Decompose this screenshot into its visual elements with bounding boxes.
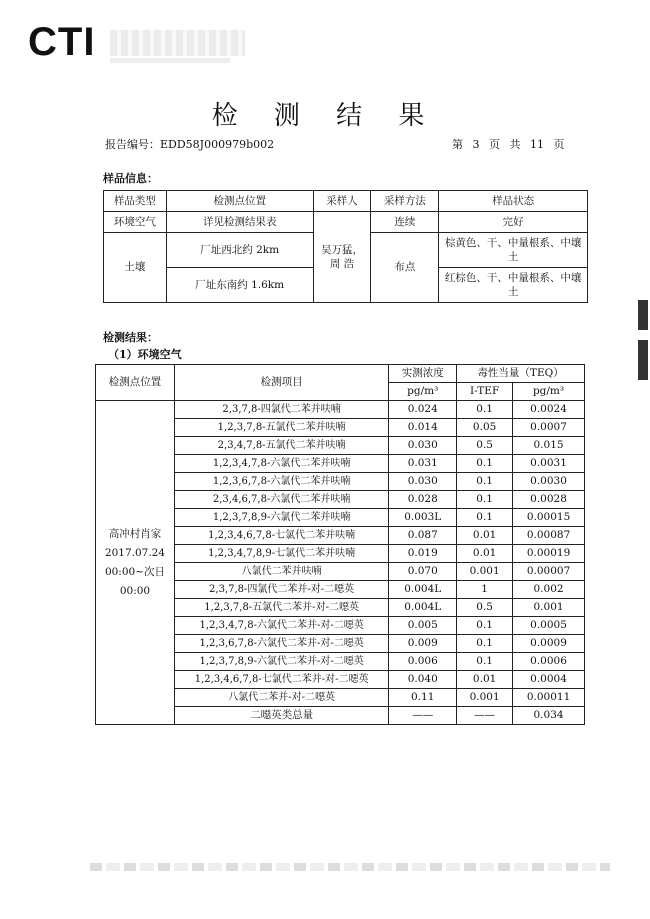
itef-cell: 0.1 — [457, 491, 513, 509]
item-cell: 1,2,3,4,6,7,8-七氯代二苯并-对-二噁英 — [174, 671, 388, 689]
itef-cell: 0.1 — [457, 617, 513, 635]
cell: 连续 — [371, 212, 439, 233]
report-number: 报告编号：EDD58J000979b002 — [105, 138, 275, 151]
header-cell: I-TEF — [457, 383, 513, 401]
itef-cell: 0.5 — [457, 437, 513, 455]
conc-cell: 0.030 — [389, 437, 457, 455]
item-cell: 1,2,3,7,8-五氯代二苯并呋喃 — [174, 419, 388, 437]
location-line: 00:00~次日 — [104, 565, 165, 578]
total-teq-cell: 0.034 — [513, 707, 585, 725]
header-cell: 采样方法 — [371, 191, 439, 212]
itef-cell: 0.001 — [457, 689, 513, 707]
teq-cell: 0.00087 — [513, 527, 585, 545]
item-cell: 八氯代二苯并-对-二噁英 — [174, 689, 388, 707]
table-header-row — [104, 191, 588, 212]
cell: 详见检测结果表 — [166, 212, 313, 233]
itef-cell: 0.1 — [457, 473, 513, 491]
location-line: 高冲村肖家 — [108, 527, 162, 540]
conc-cell: 0.005 — [389, 617, 457, 635]
item-cell: 1,2,3,4,6,7,8-七氯代二苯并呋喃 — [174, 527, 388, 545]
itef-cell: 0.01 — [457, 527, 513, 545]
item-cell: 1,2,3,4,7,8-六氯代二苯并-对-二噁英 — [174, 617, 388, 635]
page-info: 第 3 页 共 11 页 — [452, 138, 565, 151]
itef-cell: 0.1 — [457, 653, 513, 671]
teq-cell: 0.0030 — [513, 473, 585, 491]
conc-cell: 0.040 — [389, 671, 457, 689]
itef-cell: 0.5 — [457, 599, 513, 617]
scan-edge-mark — [638, 300, 648, 330]
scan-edge-mark — [638, 340, 648, 380]
teq-cell: 0.00011 — [513, 689, 585, 707]
header-cell: 样品状态 — [439, 191, 588, 212]
conc-cell: 0.009 — [389, 635, 457, 653]
conc-cell: 0.070 — [389, 563, 457, 581]
teq-cell: 0.0024 — [513, 401, 585, 419]
itef-cell: 0.01 — [457, 545, 513, 563]
teq-cell: 0.0031 — [513, 455, 585, 473]
item-cell: 1,2,3,7,8-五氯代二苯并-对-二噁英 — [174, 599, 388, 617]
teq-cell: 0.001 — [513, 599, 585, 617]
header-cell: 采样人 — [313, 191, 371, 212]
teq-cell: 0.002 — [513, 581, 585, 599]
itef-cell: 0.01 — [457, 671, 513, 689]
conc-cell: 0.028 — [389, 491, 457, 509]
cell: 土壤 — [104, 233, 167, 303]
total-item-cell: 二噁英类总量 — [174, 707, 388, 725]
total-itef-cell: —— — [457, 707, 513, 725]
conc-cell: 0.006 — [389, 653, 457, 671]
teq-cell: 0.00019 — [513, 545, 585, 563]
location-cell — [96, 401, 175, 725]
teq-cell: 0.00015 — [513, 509, 585, 527]
conc-cell: 0.003L — [389, 509, 457, 527]
cell: 布点 — [371, 233, 439, 303]
header-cell: 检测点位置 — [166, 191, 313, 212]
conc-cell: 0.014 — [389, 419, 457, 437]
conc-cell: 0.087 — [389, 527, 457, 545]
item-cell: 2,3,4,6,7,8-六氯代二苯并呋喃 — [174, 491, 388, 509]
page-title: 检 测 结 果 — [211, 101, 439, 131]
header-cell: pg/m³ — [513, 383, 585, 401]
cell: 完好 — [439, 212, 588, 233]
sample-info-table — [103, 190, 588, 303]
logo-subtitle-faint — [110, 30, 245, 56]
item-cell: 1,2,3,6,7,8-六氯代二苯并呋喃 — [174, 473, 388, 491]
teq-cell: 0.0028 — [513, 491, 585, 509]
item-cell: 1,2,3,4,7,8,9-七氯代二苯并呋喃 — [174, 545, 388, 563]
conc-cell: 0.031 — [389, 455, 457, 473]
teq-cell: 0.015 — [513, 437, 585, 455]
item-cell: 2,3,7,8-四氯代二苯并呋喃 — [174, 401, 388, 419]
teq-cell: 0.0005 — [513, 617, 585, 635]
header-cell: pg/m³ — [389, 383, 457, 401]
itef-cell: 0.001 — [457, 563, 513, 581]
header-cell: 检测点位置 — [96, 365, 175, 401]
item-cell: 八氯代二苯并呋喃 — [174, 563, 388, 581]
header-cell: 毒性当量（TEQ） — [457, 365, 585, 383]
item-cell: 1,2,3,4,7,8-六氯代二苯并呋喃 — [174, 455, 388, 473]
cti-logo: CTI — [28, 20, 96, 64]
cell: 环境空气 — [104, 212, 167, 233]
teq-cell: 0.0004 — [513, 671, 585, 689]
results-table — [95, 364, 585, 725]
results-subheading: （1）环境空气 — [108, 348, 182, 361]
table-row — [104, 212, 588, 233]
teq-cell: 0.0006 — [513, 653, 585, 671]
conc-cell: 0.004L — [389, 581, 457, 599]
header-cell: 样品类型 — [104, 191, 167, 212]
item-cell: 1,2,3,6,7,8-六氯代二苯并-对-二噁英 — [174, 635, 388, 653]
conc-cell: 0.11 — [389, 689, 457, 707]
cell: 红棕色、干、中量根系、中壤土 — [439, 268, 588, 303]
itef-cell: 0.1 — [457, 635, 513, 653]
teq-cell: 0.0007 — [513, 419, 585, 437]
item-cell: 1,2,3,7,8,9-六氯代二苯并呋喃 — [174, 509, 388, 527]
itef-cell: 1 — [457, 581, 513, 599]
logo-subtitle-faint-line — [110, 58, 230, 63]
conc-cell: 0.019 — [389, 545, 457, 563]
header-cell: 检测项目 — [174, 365, 388, 401]
itef-cell: 0.05 — [457, 419, 513, 437]
location-line: 2017.07.24 — [104, 546, 166, 559]
total-conc-cell: —— — [389, 707, 457, 725]
cell: 厂址西北约 2km — [166, 233, 313, 268]
itef-cell: 0.1 — [457, 509, 513, 527]
conc-cell: 0.024 — [389, 401, 457, 419]
cell: 棕黄色、干、中量根系、中壤土 — [439, 233, 588, 268]
results-heading: 检测结果： — [103, 331, 158, 344]
itef-cell: 0.1 — [457, 401, 513, 419]
footer-faint-text — [90, 863, 610, 871]
sampler-cell: 吴万猛，周 浩 — [313, 212, 371, 303]
conc-cell: 0.004L — [389, 599, 457, 617]
location-line: 00:00 — [119, 584, 151, 597]
item-cell: 2,3,4,7,8-五氯代二苯并呋喃 — [174, 437, 388, 455]
table-row — [96, 401, 585, 419]
teq-cell: 0.00007 — [513, 563, 585, 581]
sample-info-heading: 样品信息： — [103, 172, 158, 185]
conc-cell: 0.030 — [389, 473, 457, 491]
header-cell: 实测浓度 — [389, 365, 457, 383]
teq-cell: 0.0009 — [513, 635, 585, 653]
itef-cell: 0.1 — [457, 455, 513, 473]
item-cell: 2,3,7,8-四氯代二苯并-对-二噁英 — [174, 581, 388, 599]
item-cell: 1,2,3,7,8,9-六氯代二苯并-对-二噁英 — [174, 653, 388, 671]
table-header-row — [96, 365, 585, 383]
cell: 厂址东南约 1.6km — [166, 268, 313, 303]
